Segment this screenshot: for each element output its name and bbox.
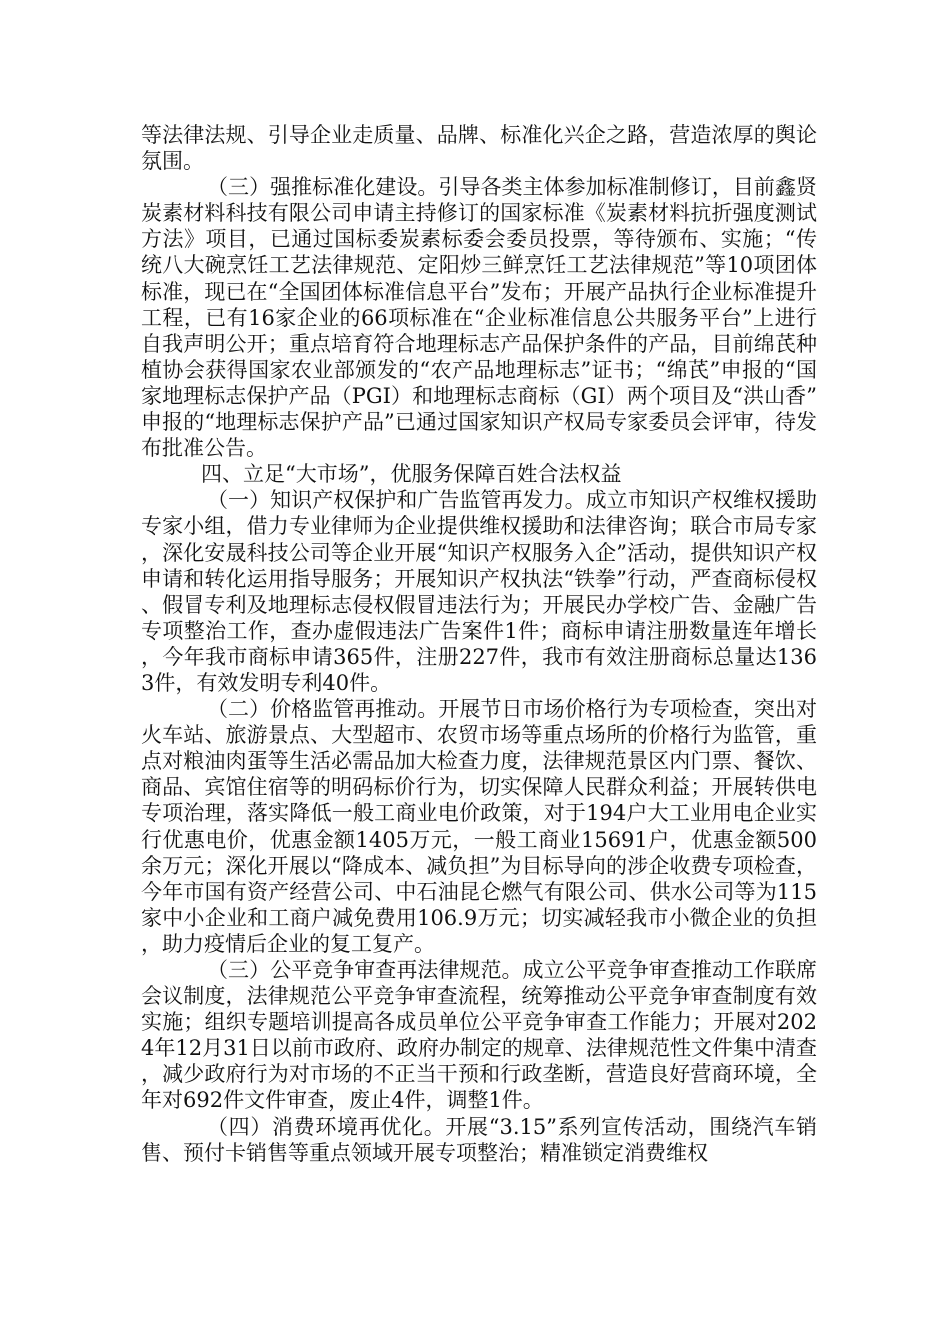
paragraph-consumer-environment: （四）消费环境再优化。开展“3.15”系列宣传活动，围绕汽车销售、预付卡销售等重点领域开展专项整治；精准锁定消费维权 — [141, 1114, 817, 1165]
paragraph-standardization: （三）强推标准化建设。引导各类主体参加标准制修订，目前鑫贤炭素材料科技有限公司申请主持修订的国家标准《炭素材料抗折强度测试方法》项目，已通过国标委炭素标委会委员投票，等待颁布、实施；“传统八大碗烹饪工艺法律规范、定阳炒三鲜烹饪工艺法律规范”等10项团体标准，现已在“全国团体标准信息平台”发布；开展产品执行企业标准提升工程，已有16家企业的66项标准在“企业标准信息公共服务平台”上进行自我声明公开；重点培育符合地理标志产品保护条件的产品，目前绵芪种植协会获得国家农业部颁发的“农产品地理标志”证书；“绵芪”申报的“国家地理标志保护产品（PGI）和地理标志商标（GI）两个项目及“洪山香”申报的“地理标志保护产品”已通过国家知识产权局专家委员会评审，待发布批准公告。 — [141, 175, 817, 461]
document-body — [141, 122, 817, 1166]
paragraph-continuation: 等法律法规、引导企业走质量、品牌、标准化兴企之路，营造浓厚的舆论氛围。 — [141, 123, 817, 174]
paragraph-fair-competition: （三）公平竞争审查再法律规范。成立公平竞争审查推动工作联席会议制度，法律规范公平竞争审查流程，统筹推动公平竞争审查制度有效实施；组织专题培训提高各成员单位公平竞争审查工作能力；开展对2024年12月31日以前市政府、政府办制定的规章、法律规范性文件集中清查，减少政府行为对市场的不正当干预和行政垄断，营造良好营商环境，全年对692件文件审查，废止4件，调整1件。 — [141, 958, 817, 1113]
paragraph-ip-protection: （一）知识产权保护和广告监管再发力。成立市知识产权维权援助专家小组，借力专业律师为企业提供维权援助和法律咨询；联合市局专家，深化安晟科技公司等企业开展“知识产权服务入企”活动，提供知识产权申请和转化运用指导服务；开展知识产权执法“铁拳”行动，严查商标侵权、假冒专利及地理标志侵权假冒违法行为；开展民办学校广告、金融广告专项整治工作，查办虚假违法广告案件1件；商标申请注册数量连年增长，今年我市商标申请365件，注册227件，我市有效注册商标总量达1363件，有效发明专利40件。 — [141, 488, 817, 695]
paragraph-price-supervision: （二）价格监管再推动。开展节日市场价格行为专项检查，突出对火车站、旅游景点、大型超市、农贸市场等重点场所的价格行为监管，重点对粮油肉蛋等生活必需品加大检查力度，法律规范景区内门票、餐饮、商品、宾馆住宿等的明码标价行为，切实保障人民群众利益；开展转供电专项治理，落实降低一般工商业电价政策，对于194户大工业用电企业实行优惠电价，优惠金额1405万元，一般工商业15691户，优惠金额500余万元；深化开展以“降成本、减负担”为目标导向的涉企收费专项检查，今年市国有资产经营公司、中石油昆仑燃气有限公司、供水公司等为115家中小企业和工商户减免费用106.9万元；切实减轻我市小微企业的负担，助力疫情后企业的复工复产。 — [141, 697, 817, 956]
section-heading-market: 四、立足“大市场”，优服务保障百姓合法权益 — [201, 462, 622, 487]
